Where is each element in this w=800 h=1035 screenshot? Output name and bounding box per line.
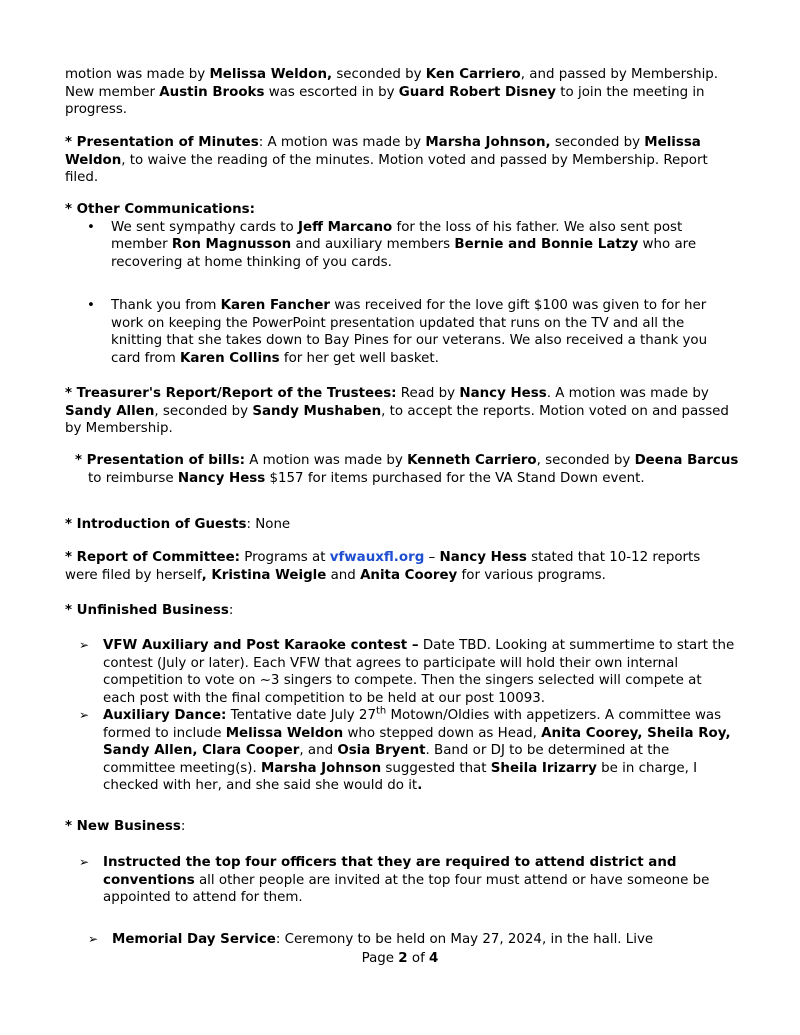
website-link[interactable]: vfwauxfl.org <box>329 550 425 565</box>
new-business-list <box>65 854 735 907</box>
section-other-communications <box>65 201 735 271</box>
section-heading: * New Business <box>65 819 181 834</box>
section-treasurers-report: * Treasurer's Report/Report of the Trustees: Read by Nancy Hess. A motion was made by Sandy Allen, seconded by Sandy Mushaben, to accept the reports. Motion voted on and passed by Membership. <box>65 386 729 436</box>
section-heading: * Other Communications: <box>65 202 255 217</box>
section-presentation-of-minutes: * Presentation of Minutes: A motion was made by Marsha Johnson, seconded by Melissa Weldon, to waive the reading of the minutes. Motion voted and passed by Membership. Report filed. <box>65 135 708 185</box>
section-other-communications-cont <box>65 297 735 367</box>
list-item: ➢ Instructed the top four officers that they are required to attend district and conventions all other people are invited at the top four must attend or have someone be appointed to attend for them. <box>65 854 735 907</box>
list-item: • Thank you from Karen Fancher was received for the love gift $100 was given to for her work on keeping the PowerPoint presentation updated that runs on the TV and all the knitting that she takes down to Bay Pines for our veterans. We also received a thank you card from Karen Collins for her get well basket. <box>65 297 735 367</box>
paragraph-motion-intro: motion was made by Melissa Weldon, seconded by Ken Carriero, and passed by Membership. New member Austin Brooks was escorted in by Guard Robert Disney to join the meeting in progress. <box>65 67 719 117</box>
section-introduction-of-guests: * Introduction of Guests: None <box>65 517 291 532</box>
section-heading: * Introduction of Guests <box>65 517 247 532</box>
list-item: ➢ Auxiliary Dance: Tentative date July 27th Motown/Oldies with appetizers. A committee was formed to include Melissa Weldon who stepped down as Head, Anita Coorey, Sheila Roy, Sandy Allen, Clara Cooper, and Osia Bryent. Band or DJ to be determined at the committee meeting(s). Marsha Johnson suggested that Sheila Irizarry be in charge, I checked with her, and she said she would do it. <box>65 707 735 795</box>
section-heading: * Report of Committee: <box>65 550 241 565</box>
list-item: ➢ VFW Auxiliary and Post Karaoke contest – Date TBD. Looking at summertime to start the contest (July or later). Each VFW that agrees to participate will hold their own internal competition to vote on ~3 singers to compete. Then the singers selected will compete at each post with the final competition to be held at our post 10093. <box>65 637 735 707</box>
section-heading: * Treasurer's Report/Report of the Trustees: <box>65 386 397 401</box>
page-number-footer: Page 2 of 4 <box>361 951 439 966</box>
section-new-business: * New Business: <box>65 819 186 834</box>
section-unfinished-business: * Unfinished Business: <box>65 603 234 618</box>
section-heading: * Unfinished Business <box>65 603 229 618</box>
section-heading: * Presentation of bills: <box>75 453 245 468</box>
section-presentation-of-bills: * Presentation of bills: A motion was made by Kenneth Carriero, seconded by Deena Barcus to reimburse Nancy Hess $157 for items purchased for the VA Stand Down event. <box>75 453 739 486</box>
new-business-list-cont <box>65 931 735 949</box>
unfinished-business-list <box>65 637 735 795</box>
list-item: ➢ Memorial Day Service: Ceremony to be held on May 27, 2024, in the hall. Live <box>65 931 735 949</box>
section-report-of-committee: * Report of Committee: Programs at vfwauxfl.org – Nancy Hess stated that 10-12 reports were filed by herself, Kristina Weigle and Anita Coorey for various programs. <box>65 550 701 583</box>
list-item: • We sent sympathy cards to Jeff Marcano for the loss of his father. We also sent post member Ron Magnusson and auxiliary members Bernie and Bonnie Latzy who are recovering at home thinking of you cards. <box>65 219 735 272</box>
section-heading: * Presentation of Minutes <box>65 135 259 150</box>
